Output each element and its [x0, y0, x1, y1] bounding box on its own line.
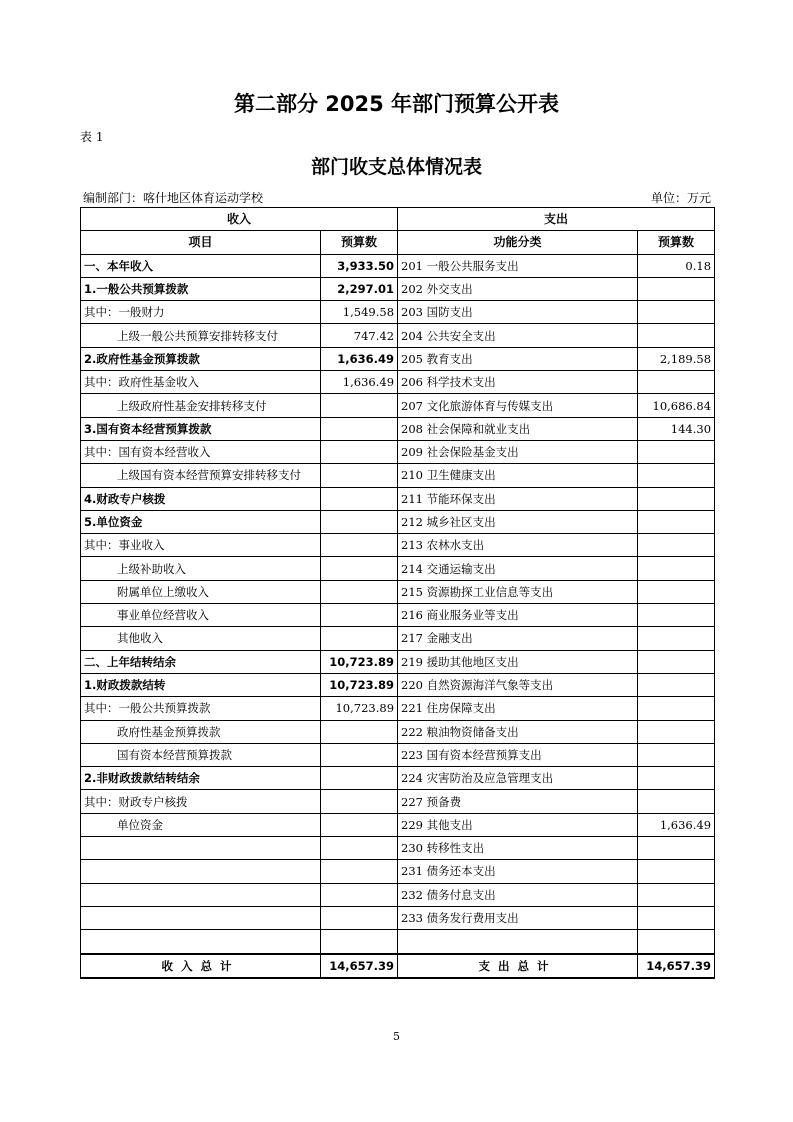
income-value: [321, 464, 398, 487]
expense-value: [638, 790, 715, 813]
income-item: 事业单位经营收入: [81, 604, 321, 627]
table-title: 部门收支总体情况表: [310, 156, 482, 178]
expense-value: [638, 371, 715, 394]
expense-value: [638, 534, 715, 557]
income-value: 2,297.01: [321, 277, 398, 300]
expense-value: [638, 860, 715, 883]
income-item: [81, 860, 321, 883]
income-value: [321, 487, 398, 510]
expense-item: 221 住房保障支出: [398, 697, 638, 720]
income-header: 收入: [81, 208, 398, 231]
expense-value: [638, 930, 715, 954]
expense-value: 1,636.49: [638, 813, 715, 836]
income-item: 二、上年结转结余: [81, 650, 321, 673]
table-row: [81, 580, 715, 603]
income-item: 1.一般公共预算拨款: [81, 277, 321, 300]
budget-header-2: 预算数: [638, 231, 715, 254]
income-item: 其他收入: [81, 627, 321, 650]
income-value: [321, 790, 398, 813]
table-row: [81, 487, 715, 510]
expense-item: 212 城乡社区支出: [398, 510, 638, 533]
expense-item: 219 援助其他地区支出: [398, 650, 638, 673]
income-value: [321, 930, 398, 954]
table-number: 表 1: [80, 130, 104, 144]
income-item: 政府性基金预算拨款: [81, 720, 321, 743]
table-row: [81, 790, 715, 813]
income-value: [321, 883, 398, 906]
page-title: 第二部分 2025 年部门预算公开表: [233, 92, 560, 116]
expense-value: [638, 697, 715, 720]
table-row: [81, 534, 715, 557]
expense-value: [638, 487, 715, 510]
expense-value: [638, 510, 715, 533]
income-value: 10,723.89: [321, 673, 398, 696]
expense-value: [638, 673, 715, 696]
table-row: [81, 254, 715, 277]
budget-table: [80, 207, 715, 979]
expense-item: 216 商业服务业等支出: [398, 604, 638, 627]
expense-header: 支出: [398, 208, 715, 231]
income-value: 1,636.49: [321, 347, 398, 370]
total-row: [81, 954, 715, 978]
expense-item: 209 社会保险基金支出: [398, 440, 638, 463]
income-item: [81, 837, 321, 860]
income-total-label: 收入总计: [81, 954, 321, 978]
income-item: 上级一般公共预算安排转移支付: [81, 324, 321, 347]
income-value: 10,723.89: [321, 650, 398, 673]
expense-value: [638, 650, 715, 673]
income-item: 3.国有资本经营预算拨款: [81, 417, 321, 440]
table-row: [81, 930, 715, 954]
table-row: [81, 394, 715, 417]
expense-item: 213 农林水支出: [398, 534, 638, 557]
expense-item: 208 社会保障和就业支出: [398, 417, 638, 440]
income-value: [321, 906, 398, 929]
income-value: 10,723.89: [321, 697, 398, 720]
expense-item: 201 一般公共服务支出: [398, 254, 638, 277]
expense-item: 224 灾害防治及应急管理支出: [398, 767, 638, 790]
table-row: [81, 301, 715, 324]
expense-item: 211 节能环保支出: [398, 487, 638, 510]
expense-value: [638, 883, 715, 906]
unit-label: 单位：万元: [650, 191, 711, 205]
expense-value: [638, 906, 715, 929]
expense-item: 205 教育支出: [398, 347, 638, 370]
income-value: [321, 417, 398, 440]
expense-total-value: 14,657.39: [638, 954, 715, 978]
income-item: 5.单位资金: [81, 510, 321, 533]
income-value: [321, 510, 398, 533]
income-item: 单位资金: [81, 813, 321, 836]
expense-item: 220 自然资源海洋气象等支出: [398, 673, 638, 696]
expense-value: [638, 277, 715, 300]
table-row: [81, 860, 715, 883]
table-row: [81, 627, 715, 650]
expense-value: [638, 720, 715, 743]
income-value: [321, 557, 398, 580]
expense-value: 2,189.58: [638, 347, 715, 370]
table-row: [81, 604, 715, 627]
income-value: [321, 580, 398, 603]
income-item: 附属单位上缴收入: [81, 580, 321, 603]
expense-item: 229 其他支出: [398, 813, 638, 836]
expense-value: 10,686.84: [638, 394, 715, 417]
income-item: 2.政府性基金预算拨款: [81, 347, 321, 370]
table-row: [81, 510, 715, 533]
expense-item: 204 公共安全支出: [398, 324, 638, 347]
income-value: [321, 837, 398, 860]
income-item: 其中：财政专户核拨: [81, 790, 321, 813]
table-row: [81, 743, 715, 766]
expense-value: [638, 440, 715, 463]
income-item: 1.财政拨款结转: [81, 673, 321, 696]
table-row: [81, 673, 715, 696]
income-value: [321, 394, 398, 417]
income-item: 2.非财政拨款结转结余: [81, 767, 321, 790]
income-item: 上级国有资本经营预算安排转移支付: [81, 464, 321, 487]
expense-item: 231 债务还本支出: [398, 860, 638, 883]
income-value: [321, 720, 398, 743]
expense-value: [638, 464, 715, 487]
income-item: [81, 906, 321, 929]
income-value: [321, 860, 398, 883]
expense-value: [638, 743, 715, 766]
table-row: [81, 464, 715, 487]
item-header: 项目: [81, 231, 321, 254]
department-label: 编制部门：喀什地区体育运动学校: [83, 191, 264, 205]
budget-header: 预算数: [321, 231, 398, 254]
expense-item: 227 预备费: [398, 790, 638, 813]
income-value: [321, 534, 398, 557]
expense-item: 214 交通运输支出: [398, 557, 638, 580]
income-item: 一、本年收入: [81, 254, 321, 277]
income-value: [321, 604, 398, 627]
table-row: [81, 557, 715, 580]
table-row: [81, 697, 715, 720]
expense-item: 232 债务付息支出: [398, 883, 638, 906]
table-row: [81, 371, 715, 394]
income-total-value: 14,657.39: [321, 954, 398, 978]
income-value: [321, 767, 398, 790]
income-value: [321, 813, 398, 836]
income-item: 其中：一般公共预算拨款: [81, 697, 321, 720]
income-value: 747.42: [321, 324, 398, 347]
expense-item: 202 外交支出: [398, 277, 638, 300]
expense-item: 223 国有资本经营预算支出: [398, 743, 638, 766]
expense-value: [638, 837, 715, 860]
income-item: 4.财政专户核拨: [81, 487, 321, 510]
expense-value: [638, 604, 715, 627]
expense-item: 203 国防支出: [398, 301, 638, 324]
income-item: [81, 883, 321, 906]
table-row: [81, 837, 715, 860]
expense-item: 233 债务发行费用支出: [398, 906, 638, 929]
table-row: [81, 906, 715, 929]
expense-item: 207 文化旅游体育与传媒支出: [398, 394, 638, 417]
income-value: 3,933.50: [321, 254, 398, 277]
income-item: 其中：国有资本经营收入: [81, 440, 321, 463]
income-value: [321, 743, 398, 766]
income-value: 1,636.49: [321, 371, 398, 394]
table-row: [81, 650, 715, 673]
table-row: [81, 720, 715, 743]
expense-item: 217 金融支出: [398, 627, 638, 650]
page-number: 5: [393, 1030, 400, 1043]
expense-item: 215 资源勘探工业信息等支出: [398, 580, 638, 603]
expense-value: [638, 627, 715, 650]
income-item: [81, 930, 321, 954]
expense-value: [638, 301, 715, 324]
expense-value: [638, 557, 715, 580]
table-row: [81, 277, 715, 300]
table-row: [81, 767, 715, 790]
expense-value: [638, 580, 715, 603]
expense-item: 210 卫生健康支出: [398, 464, 638, 487]
function-header: 功能分类: [398, 231, 638, 254]
income-item: 国有资本经营预算拨款: [81, 743, 321, 766]
expense-value: 144.30: [638, 417, 715, 440]
expense-item: 230 转移性支出: [398, 837, 638, 860]
header-row-columns: [81, 231, 715, 254]
expense-value: [638, 324, 715, 347]
expense-item: [398, 930, 638, 954]
income-value: [321, 440, 398, 463]
expense-item: 206 科学技术支出: [398, 371, 638, 394]
table-row: [81, 813, 715, 836]
expense-item: 222 粮油物资储备支出: [398, 720, 638, 743]
table-row: [81, 347, 715, 370]
header-row-group: [81, 208, 715, 231]
income-value: [321, 627, 398, 650]
table-row: [81, 417, 715, 440]
income-item: 其中：政府性基金收入: [81, 371, 321, 394]
expense-value: [638, 767, 715, 790]
income-item: 其中：一般财力: [81, 301, 321, 324]
table-row: [81, 883, 715, 906]
table-row: [81, 440, 715, 463]
table-row: [81, 324, 715, 347]
income-item: 上级政府性基金安排转移支付: [81, 394, 321, 417]
expense-total-label: 支出总计: [398, 954, 638, 978]
income-value: 1,549.58: [321, 301, 398, 324]
income-item: 其中：事业收入: [81, 534, 321, 557]
income-item: 上级补助收入: [81, 557, 321, 580]
expense-value: 0.18: [638, 254, 715, 277]
